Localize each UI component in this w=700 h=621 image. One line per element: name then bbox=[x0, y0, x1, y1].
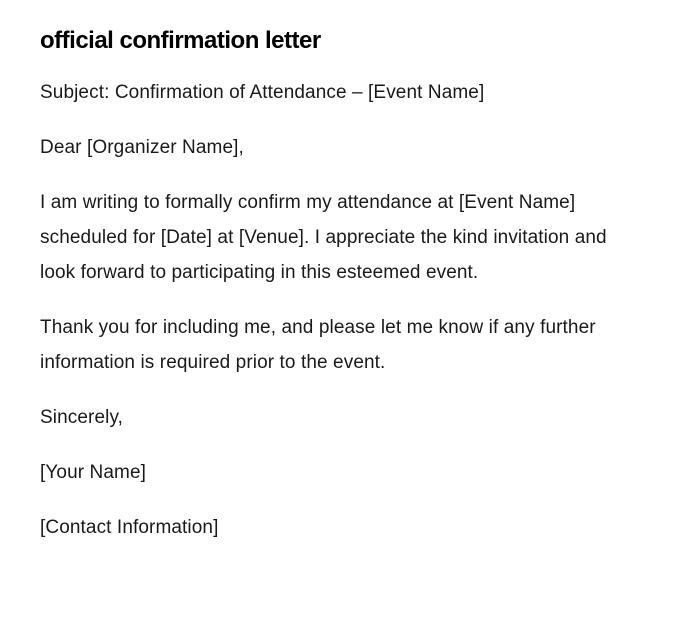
letter-body-paragraph-2: Thank you for including me, and please let me know if any further information is required prior to the event. bbox=[40, 317, 596, 373]
letter-title: official confirmation letter bbox=[40, 27, 321, 54]
letter-subject: Subject: Confirmation of Attendance – [Event Name] bbox=[40, 82, 485, 103]
letter-closing: Sincerely, bbox=[40, 407, 124, 428]
letter-signature-name: [Your Name] bbox=[40, 462, 147, 483]
letter-greeting: Dear [Organizer Name], bbox=[40, 137, 244, 158]
letter-contact-info: [Contact Information] bbox=[40, 517, 219, 538]
letter-body-paragraph-1: I am writing to formally confirm my attendance at [Event Name] scheduled for [Date] at [Venue]. I appreciate the kind invitation and look forward to participating in this esteemed event. bbox=[40, 192, 607, 283]
